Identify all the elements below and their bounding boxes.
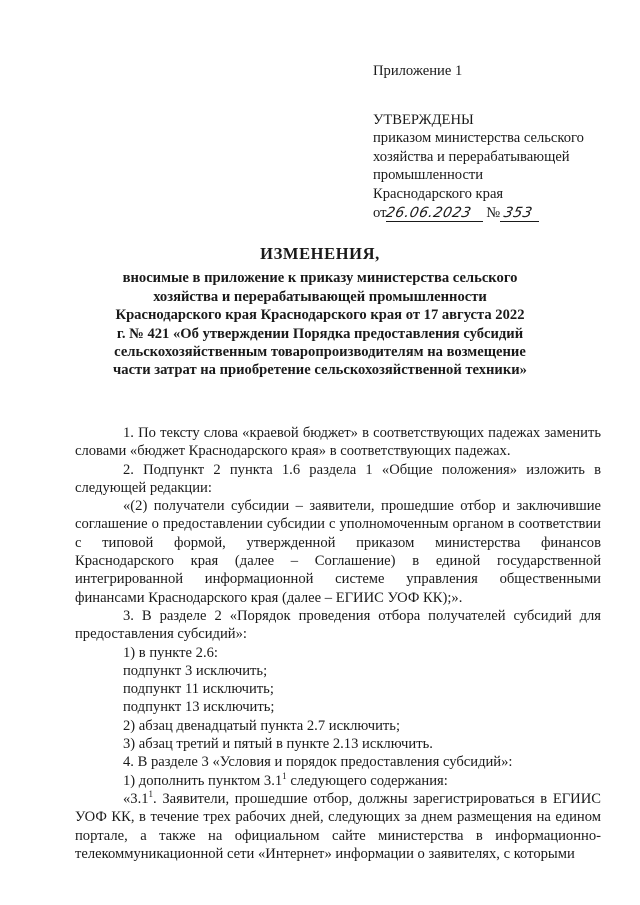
approved-heading: УТВЕРЖДЕНЫ <box>373 111 474 128</box>
paragraph-13 <box>75 790 601 863</box>
paragraph-8: подпункт 13 исключить; <box>123 699 275 716</box>
paragraph-11: 4. В разделе 3 «Условия и порядок предоставления субсидий»: <box>123 754 513 771</box>
paragraph-6: подпункт 3 исключить; <box>123 662 268 679</box>
paragraph-9: 2) абзац двенадцатый пункта 2.7 исключить; <box>123 717 401 734</box>
annex-label: Приложение 1 <box>373 63 463 79</box>
paragraph-12-text-end: следующего содержания: <box>286 772 448 789</box>
document-body <box>75 424 601 863</box>
approval-line: приказом министерства сельского <box>373 130 584 147</box>
document-title: ИЗМЕНЕНИЯ, <box>260 244 380 263</box>
title-line: части затрат на приобретение сельскохозяйственной техники» <box>113 362 527 379</box>
paragraph-13-text-end: . Заявители, прошедшие отбор, должны зарегистрироваться в ЕГИИС УОФ КК, в течение трех рабочих дней, следующих за днем размещения на едином портале, а также на официальном сайте министерства в информационно-телекоммуникационной сети «Интернет» информации о заявителях, с которыми <box>75 790 601 862</box>
paragraph-10: 3) абзац третий и пятый в пункте 2.13 исключить. <box>123 736 433 753</box>
superscript: 1 <box>282 770 287 781</box>
paragraph-1: 1. По тексту слова «краевой бюджет» в соответствующих падежах заменить словами «бюджет Краснодарского края» в соответствующих падежах. <box>75 425 601 460</box>
date-number-line <box>373 204 623 223</box>
title-line: Краснодарского края Краснодарского края от 17 августа 2022 <box>115 307 525 324</box>
handwritten-number: 353 <box>502 204 534 221</box>
paragraph-2: 2. Подпункт 2 пункта 1.6 раздела 1 «Общие положения» изложить в следующей редакции: <box>75 461 601 496</box>
changes-title-block <box>90 245 550 380</box>
title-line: хозяйства и перерабатывающей промышленности <box>153 288 487 305</box>
title-line: вносимые в приложение к приказу министерства сельского <box>122 270 518 287</box>
handwritten-date: 26.06.2023 <box>384 204 474 221</box>
paragraph-7: подпункт 11 исключить; <box>123 681 274 698</box>
approval-line: Краснодарского края <box>373 185 504 202</box>
approval-line: хозяйства и перерабатывающей <box>373 148 570 165</box>
title-line: сельскохозяйственным товаропроизводителям на возмещение <box>114 344 526 361</box>
paragraph-4: 3. В разделе 2 «Порядок проведения отбора получателей субсидий для предоставления субсидий»: <box>75 607 601 643</box>
date-prefix: от <box>373 204 387 221</box>
number-prefix: № <box>486 204 501 221</box>
number-underline <box>500 205 539 222</box>
superscript: 1 <box>148 789 154 800</box>
paragraph-5: 1) в пункте 2.6: <box>123 644 218 661</box>
date-underline <box>386 205 482 222</box>
paragraph-13-text: «3.1 <box>123 790 149 807</box>
paragraph-3: «(2) получатели субсидии – заявители, прошедшие отбор и заключившие соглашение о предоставлении субсидии с уполномоченным органом в соответствии с типовой формой, утвержденной приказом министерства финансов Краснодарского края (далее – Соглашение) в единой государственной интегрированной информационной системе управления общественными финансами Краснодарского края (далее – ЕГИИС УОФ КК);». <box>75 498 601 606</box>
paragraph-12 <box>75 772 601 790</box>
approval-block <box>373 62 623 222</box>
paragraph-12-text: 1) дополнить пунктом 3.1 <box>123 772 283 789</box>
title-line: г. № 421 «Об утверждении Порядка предоставления субсидий <box>116 325 524 342</box>
approval-line: промышленности <box>373 167 484 184</box>
